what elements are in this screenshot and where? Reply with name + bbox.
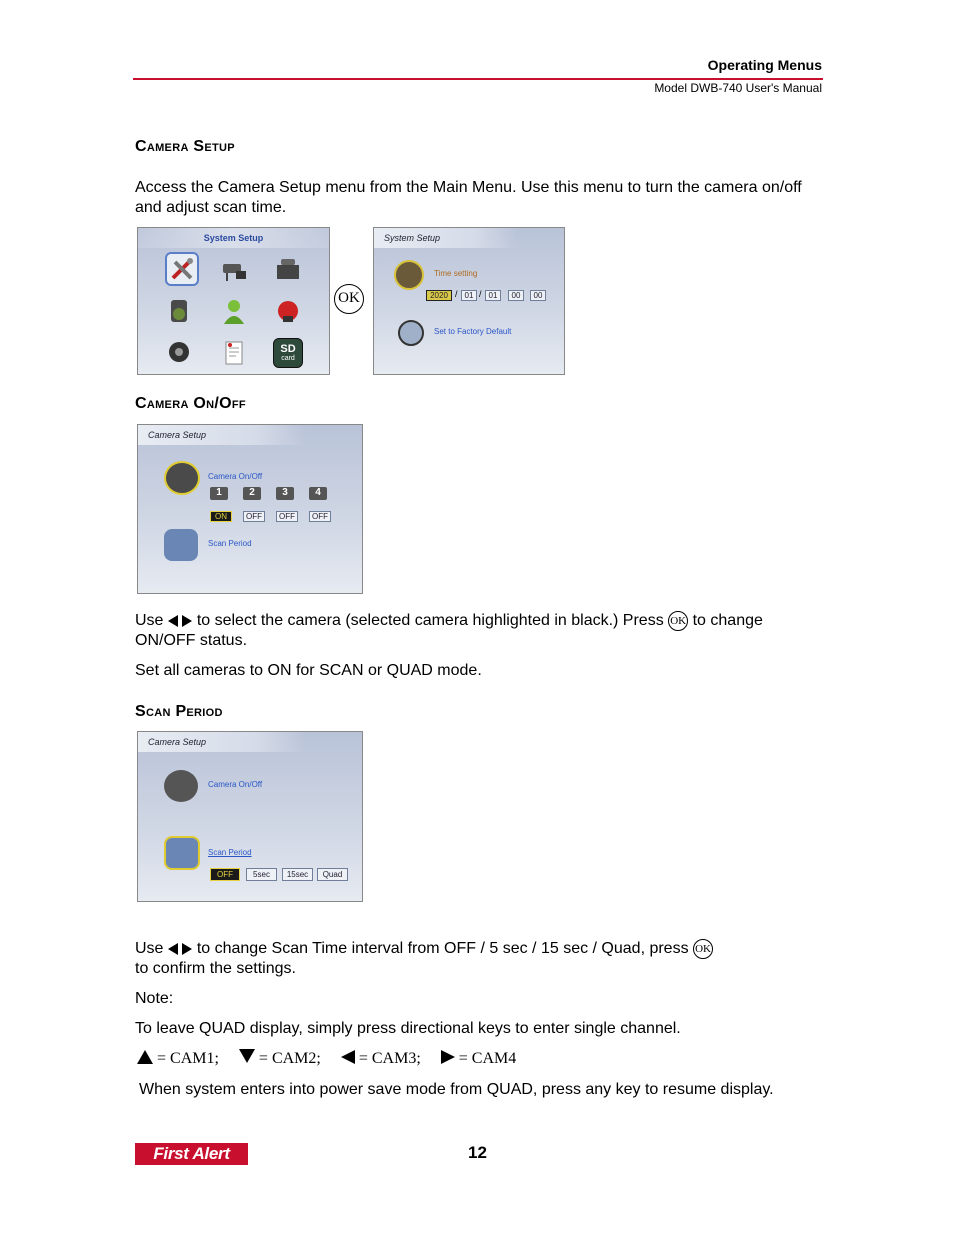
cam4-mapping: = CAM4 bbox=[458, 1050, 517, 1067]
cam-key-map bbox=[137, 1049, 516, 1068]
left-arrow-icon bbox=[341, 1050, 355, 1064]
recording-icon bbox=[165, 296, 195, 326]
quad-leave-text: To leave QUAD display, simply press directional keys to enter single channel. bbox=[135, 1020, 681, 1037]
scan-option-15sec[interactable]: 15sec bbox=[282, 868, 313, 881]
sd-card-label: SD bbox=[280, 343, 296, 355]
hour-field[interactable]: 00 bbox=[508, 290, 524, 301]
right-arrow-icon bbox=[182, 615, 192, 627]
right-arrow-icon bbox=[182, 943, 192, 955]
camera-2-status[interactable]: OFF bbox=[243, 511, 265, 522]
system-menu-screenshot bbox=[137, 227, 330, 375]
date-separator: / bbox=[455, 289, 458, 299]
minute-field[interactable]: 00 bbox=[530, 290, 546, 301]
right-arrow-icon bbox=[441, 1050, 455, 1064]
instruction-change: to change bbox=[692, 612, 763, 629]
camera-2-icon: 2 bbox=[243, 487, 261, 500]
sd-card-sublabel: card bbox=[281, 355, 295, 362]
cam3-mapping: = CAM3; bbox=[358, 1050, 421, 1067]
clock-icon bbox=[394, 260, 424, 290]
note-label: Note: bbox=[135, 990, 174, 1007]
date-separator: / bbox=[479, 289, 482, 299]
factory-reset-icon bbox=[398, 320, 424, 346]
left-arrow-icon bbox=[168, 615, 178, 627]
camera-setup-intro: Access the Camera Setup menu from the Main Menu. Use this menu to turn the camera on/off and adjust scan time. bbox=[135, 179, 802, 216]
camera-1-status[interactable]: ON bbox=[210, 511, 232, 522]
header-section-title: Operating Menus bbox=[707, 57, 822, 73]
system-setup-title: System Setup bbox=[374, 228, 517, 248]
first-alert-logo: First Alert bbox=[135, 1143, 248, 1165]
cam1-mapping: = CAM1; bbox=[157, 1050, 219, 1067]
instruction-use: Use bbox=[135, 612, 164, 629]
scan-period-icon bbox=[164, 836, 200, 870]
scan-period-screenshot bbox=[137, 731, 363, 902]
ok-button-icon: OK bbox=[334, 284, 364, 314]
year-field[interactable]: 2020 bbox=[426, 290, 452, 301]
day-field[interactable]: 01 bbox=[485, 290, 501, 301]
scan-period-icon bbox=[164, 529, 198, 561]
time-setting-label: Time setting bbox=[434, 269, 478, 278]
camera-1-icon: 1 bbox=[210, 487, 228, 500]
instruction-confirm: to confirm the settings. bbox=[135, 960, 296, 977]
camera-on-off-heading: Camera On/Off bbox=[135, 395, 246, 412]
sd-card-icon bbox=[273, 338, 303, 368]
camera-on-off-screenshot bbox=[137, 424, 363, 594]
instruction-status: ON/OFF status. bbox=[135, 632, 248, 649]
camera-on-off-instructions bbox=[135, 611, 825, 651]
document-icon bbox=[220, 338, 250, 368]
page-number: 12 bbox=[468, 1143, 487, 1162]
monitor-camera-icon bbox=[273, 255, 303, 285]
instruction-change-scan: to change Scan Time interval from OFF / 5 sec / 15 sec / Quad, press bbox=[196, 940, 689, 957]
alarm-icon bbox=[273, 296, 303, 326]
header-manual-title: Model DWB-740 User's Manual bbox=[654, 81, 822, 95]
camera-setup-heading: Camera Setup bbox=[135, 138, 235, 155]
scan-quad-note: Set all cameras to ON for SCAN or QUAD mode. bbox=[135, 662, 482, 679]
camera-power-icon bbox=[164, 770, 198, 802]
power-save-text: When system enters into power save mode from QUAD, press any key to resume display. bbox=[139, 1081, 774, 1098]
header-rule bbox=[133, 78, 823, 80]
camera-3-icon: 3 bbox=[276, 487, 294, 500]
month-field[interactable]: 01 bbox=[461, 290, 477, 301]
camera-power-icon bbox=[164, 461, 200, 495]
down-arrow-icon bbox=[239, 1049, 255, 1063]
ok-button-icon: OK bbox=[693, 939, 713, 959]
ok-button-icon: OK bbox=[668, 611, 688, 631]
up-arrow-icon bbox=[137, 1050, 153, 1064]
tools-icon bbox=[165, 252, 199, 286]
instruction-select: to select the camera (selected camera highlighted in black.) Press bbox=[196, 612, 664, 629]
scan-option-5sec[interactable]: 5sec bbox=[246, 868, 277, 881]
camera-4-status[interactable]: OFF bbox=[309, 511, 331, 522]
system-setup-screenshot bbox=[373, 227, 565, 375]
camera-on-off-label[interactable]: Camera On/Off bbox=[208, 780, 263, 789]
scan-period-label[interactable]: Scan Period bbox=[208, 539, 252, 548]
camera-settings-icon bbox=[220, 255, 250, 285]
scan-period-instructions bbox=[135, 939, 825, 979]
scan-option-quad[interactable]: Quad bbox=[317, 868, 348, 881]
playback-icon bbox=[165, 338, 195, 368]
user-settings-icon bbox=[220, 296, 250, 326]
scan-period-heading: Scan Period bbox=[135, 703, 223, 720]
camera-4-icon: 4 bbox=[309, 487, 327, 500]
factory-default-label[interactable]: Set to Factory Default bbox=[434, 327, 512, 336]
camera-setup-screen-title: Camera Setup bbox=[138, 425, 306, 445]
system-menu-title: System Setup bbox=[138, 228, 329, 248]
camera-on-off-label[interactable]: Camera On/Off bbox=[208, 472, 263, 481]
scan-period-label[interactable]: Scan Period bbox=[208, 848, 252, 857]
camera-setup-screen-title: Camera Setup bbox=[138, 732, 306, 752]
instruction-use: Use bbox=[135, 940, 164, 957]
cam2-mapping: = CAM2; bbox=[258, 1050, 321, 1067]
scan-option-off[interactable]: OFF bbox=[210, 868, 240, 881]
left-arrow-icon bbox=[168, 943, 178, 955]
camera-3-status[interactable]: OFF bbox=[276, 511, 298, 522]
